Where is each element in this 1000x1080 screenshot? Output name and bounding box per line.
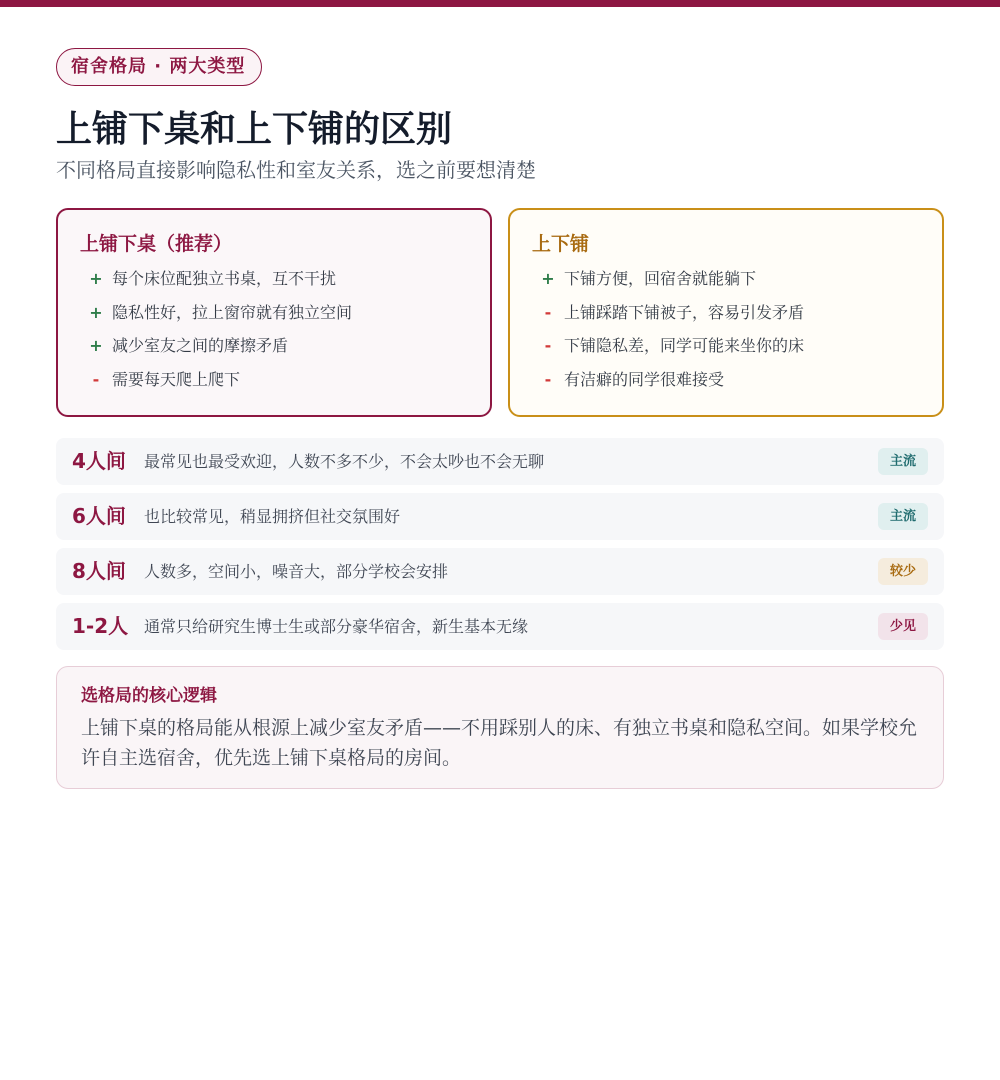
room-description: 人数多，空间小，噪音大，部分学校会安排 bbox=[144, 562, 449, 581]
room-description: 通常只给研究生博士生或部分豪华宿舍，新生基本无缘 bbox=[144, 617, 529, 636]
card-list bbox=[80, 262, 468, 396]
room-description: 最常见也最受欢迎，人数不多不少，不会太吵也不会无聊 bbox=[144, 452, 545, 471]
card-bunk-bed bbox=[508, 208, 944, 417]
plus-icon: + bbox=[89, 302, 103, 322]
list-item-text: 每个床位配独立书桌，互不干扰 bbox=[112, 269, 337, 288]
list-item-text: 减少室友之间的摩擦矛盾 bbox=[112, 336, 289, 355]
list-item bbox=[80, 329, 468, 363]
list-item-text: 需要每天爬上爬下 bbox=[112, 369, 241, 389]
minus-icon: - bbox=[544, 336, 552, 355]
top-accent-bar bbox=[0, 0, 1000, 7]
room-count: 1-2人 bbox=[72, 614, 129, 638]
list-item-text: 上铺踩踏下铺被子，容易引发矛盾 bbox=[564, 302, 805, 322]
room-count: 4人间 bbox=[72, 449, 126, 473]
room-count: 6人间 bbox=[72, 504, 126, 528]
list-item-text: 隐私性好，拉上窗帘就有独立空间 bbox=[112, 302, 353, 322]
category-tag: 宿舍格局 · 两大类型 bbox=[56, 48, 262, 86]
room-row bbox=[56, 548, 944, 595]
page-content bbox=[56, 48, 944, 769]
status-badge: 主流 bbox=[878, 503, 928, 530]
card-loft-desk bbox=[56, 208, 492, 417]
minus-icon: - bbox=[544, 369, 552, 389]
minus-icon: - bbox=[92, 369, 100, 389]
room-row bbox=[56, 438, 944, 485]
comparison-cards bbox=[56, 208, 944, 417]
list-item bbox=[532, 262, 920, 296]
list-item bbox=[532, 363, 920, 397]
room-count: 8人间 bbox=[72, 559, 126, 583]
list-item-text: 下铺方便，回宿舍就能躺下 bbox=[564, 269, 757, 288]
list-item-text: 下铺隐私差，同学可能来坐你的床 bbox=[564, 336, 805, 355]
room-row bbox=[56, 493, 944, 540]
page-subtitle: 不同格局直接影响隐私性和室友关系，选之前要想清楚 bbox=[56, 158, 536, 182]
minus-icon: - bbox=[544, 302, 552, 322]
room-description: 也比较常见，稍显拥挤但社交氛围好 bbox=[144, 507, 401, 526]
list-item bbox=[80, 296, 468, 330]
room-size-list bbox=[56, 438, 944, 658]
summary-body: 上铺下桌的格局能从根源上减少室友矛盾——不用踩别人的床、有独立书桌和隐私空间。如果学校允许自主选宿舍，优先选上铺下桌格局的房间。 bbox=[81, 717, 918, 769]
list-item bbox=[532, 329, 920, 363]
plus-icon: + bbox=[541, 269, 555, 288]
list-item-text: 有洁癖的同学很难接受 bbox=[564, 369, 725, 389]
status-badge: 较少 bbox=[878, 558, 928, 585]
card-title: 上铺下桌（推荐） bbox=[80, 233, 233, 255]
list-item bbox=[532, 296, 920, 330]
status-badge: 少见 bbox=[878, 613, 928, 640]
card-title: 上下铺 bbox=[532, 233, 590, 255]
summary-box bbox=[56, 666, 944, 789]
page-title: 上铺下桌和上下铺的区别 bbox=[56, 109, 453, 150]
status-badge: 主流 bbox=[878, 448, 928, 475]
plus-icon: + bbox=[89, 269, 103, 288]
plus-icon: + bbox=[89, 336, 103, 355]
summary-title: 选格局的核心逻辑 bbox=[81, 686, 217, 706]
card-list bbox=[532, 262, 920, 396]
list-item bbox=[80, 262, 468, 296]
list-item bbox=[80, 363, 468, 397]
room-row bbox=[56, 603, 944, 650]
